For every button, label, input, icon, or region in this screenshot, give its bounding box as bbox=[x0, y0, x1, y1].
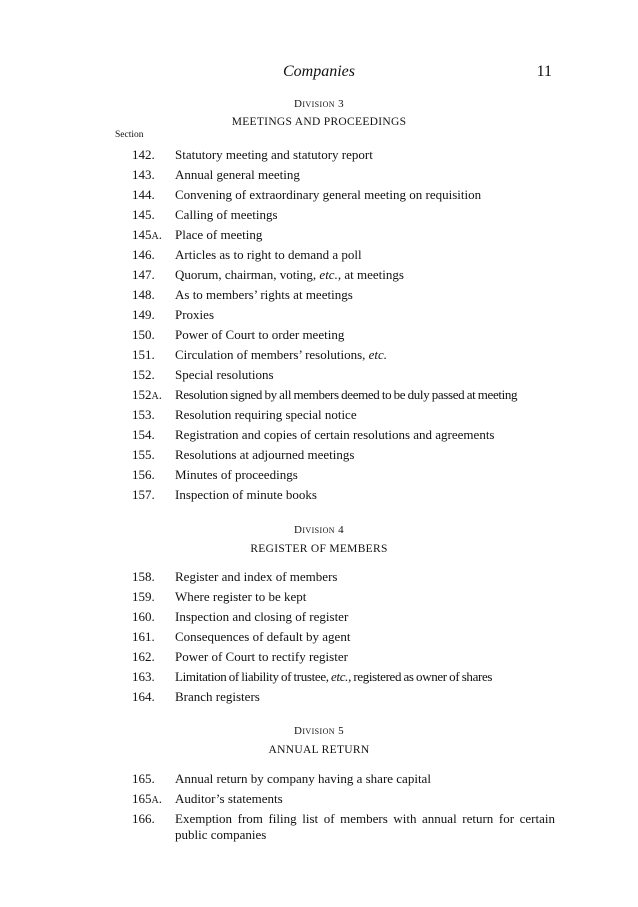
toc-entry-145a[interactable] bbox=[0, 225, 638, 245]
toc-entry-142[interactable] bbox=[0, 145, 638, 165]
toc-entry-154[interactable] bbox=[0, 425, 638, 445]
page-number: 11 bbox=[536, 63, 552, 80]
section-number: 152A. bbox=[132, 387, 162, 402]
toc-entry-144[interactable] bbox=[0, 185, 638, 205]
division-3-entries bbox=[0, 145, 638, 505]
toc-entry-166[interactable] bbox=[0, 809, 638, 847]
toc-entry-158[interactable] bbox=[0, 567, 638, 587]
section-number: 156. bbox=[132, 467, 155, 482]
section-title: Register and index of members bbox=[175, 569, 338, 584]
section-number: 144. bbox=[132, 187, 155, 202]
toc-entry-165[interactable] bbox=[0, 769, 638, 789]
section-title: Resolution requiring special notice bbox=[175, 407, 357, 422]
section-column-label: Section bbox=[115, 130, 144, 140]
section-title: Resolution signed by all members deemed to be duly passed at meeting bbox=[175, 387, 518, 402]
toc-entry-152[interactable] bbox=[0, 365, 638, 385]
section-number: 149. bbox=[132, 307, 155, 322]
division-5-entries bbox=[0, 769, 638, 847]
division-5-heading: Division 5 bbox=[294, 725, 344, 737]
division-4-entries bbox=[0, 567, 638, 707]
section-number: 161. bbox=[132, 629, 155, 644]
section-number: 154. bbox=[132, 427, 155, 442]
section-number: 162. bbox=[132, 649, 155, 664]
section-title: Special resolutions bbox=[175, 367, 274, 382]
toc-entry-160[interactable] bbox=[0, 607, 638, 627]
section-number: 147. bbox=[132, 267, 155, 282]
section-title: Inspection and closing of register bbox=[175, 609, 349, 624]
section-title: Convening of extraordinary general meeting on requisition bbox=[175, 187, 482, 202]
section-title: Power of Court to order meeting bbox=[175, 327, 345, 342]
division-3-heading: Division 3 bbox=[294, 98, 344, 110]
section-number: 158. bbox=[132, 569, 155, 584]
section-title: Annual return by company having a share capital bbox=[175, 771, 431, 786]
toc-entry-156[interactable] bbox=[0, 465, 638, 485]
toc-entry-165a[interactable] bbox=[0, 789, 638, 809]
section-number: 152. bbox=[132, 367, 155, 382]
toc-entry-161[interactable] bbox=[0, 627, 638, 647]
division-3-title: MEETINGS AND PROCEEDINGS bbox=[231, 116, 407, 128]
toc-entry-153[interactable] bbox=[0, 405, 638, 425]
division-4-title: REGISTER OF MEMBERS bbox=[250, 543, 388, 555]
section-number: 153. bbox=[132, 407, 155, 422]
section-title: Place of meeting bbox=[175, 227, 263, 242]
section-number: 143. bbox=[132, 167, 155, 182]
section-number: 151. bbox=[132, 347, 155, 362]
section-title: Auditor’s statements bbox=[175, 791, 283, 806]
section-number: 146. bbox=[132, 247, 155, 262]
toc-entry-152a[interactable] bbox=[0, 385, 638, 405]
section-number: 150. bbox=[132, 327, 155, 342]
section-number: 160. bbox=[132, 609, 155, 624]
section-title: As to members’ rights at meetings bbox=[175, 287, 353, 302]
section-number: 163. bbox=[132, 669, 155, 684]
toc-entry-162[interactable] bbox=[0, 647, 638, 667]
section-number: 145A. bbox=[132, 227, 162, 242]
section-number: 148. bbox=[132, 287, 155, 302]
section-title: Calling of meetings bbox=[175, 207, 278, 222]
toc-entry-155[interactable] bbox=[0, 445, 638, 465]
section-title: Statutory meeting and statutory report bbox=[175, 147, 373, 162]
section-number: 157. bbox=[132, 487, 155, 502]
section-title: Exemption from filing list of members with annual return for certain public companies bbox=[175, 811, 555, 842]
toc-entry-159[interactable] bbox=[0, 587, 638, 607]
section-title: Quorum, chairman, voting, etc., at meetings bbox=[175, 267, 404, 282]
division-5-title: ANNUAL RETURN bbox=[268, 744, 370, 756]
section-title: Limitation of liability of trustee, etc., registered as owner of shares bbox=[175, 669, 493, 684]
section-number: 155. bbox=[132, 447, 155, 462]
section-number: 166. bbox=[132, 811, 155, 826]
toc-entry-143[interactable] bbox=[0, 165, 638, 185]
section-title: Registration and copies of certain resolutions and agreements bbox=[175, 427, 495, 442]
toc-entry-148[interactable] bbox=[0, 285, 638, 305]
section-title: Where register to be kept bbox=[175, 589, 307, 604]
toc-entry-164[interactable] bbox=[0, 687, 638, 707]
section-title: Branch registers bbox=[175, 689, 260, 704]
toc-entry-157[interactable] bbox=[0, 485, 638, 505]
section-title: Proxies bbox=[175, 307, 214, 322]
section-number: 164. bbox=[132, 689, 155, 704]
running-title: Companies bbox=[283, 63, 355, 80]
section-title: Power of Court to rectify register bbox=[175, 649, 348, 664]
section-number: 165. bbox=[132, 771, 155, 786]
toc-entry-149[interactable] bbox=[0, 305, 638, 325]
toc-entry-151[interactable] bbox=[0, 345, 638, 365]
section-title: Consequences of default by agent bbox=[175, 629, 351, 644]
section-number: 145. bbox=[132, 207, 155, 222]
section-title: Articles as to right to demand a poll bbox=[175, 247, 362, 262]
section-title: Minutes of proceedings bbox=[175, 467, 298, 482]
toc-entry-145[interactable] bbox=[0, 205, 638, 225]
toc-entry-150[interactable] bbox=[0, 325, 638, 345]
toc-entry-163[interactable] bbox=[0, 667, 638, 687]
section-number: 165A. bbox=[132, 791, 162, 806]
section-title: Circulation of members’ resolutions, etc. bbox=[175, 347, 388, 362]
division-4-heading: Division 4 bbox=[294, 524, 344, 536]
section-title: Resolutions at adjourned meetings bbox=[175, 447, 355, 462]
section-number: 142. bbox=[132, 147, 155, 162]
section-number: 159. bbox=[132, 589, 155, 604]
section-title: Annual general meeting bbox=[175, 167, 300, 182]
toc-entry-147[interactable] bbox=[0, 265, 638, 285]
section-title: Inspection of minute books bbox=[175, 487, 317, 502]
toc-entry-146[interactable] bbox=[0, 245, 638, 265]
